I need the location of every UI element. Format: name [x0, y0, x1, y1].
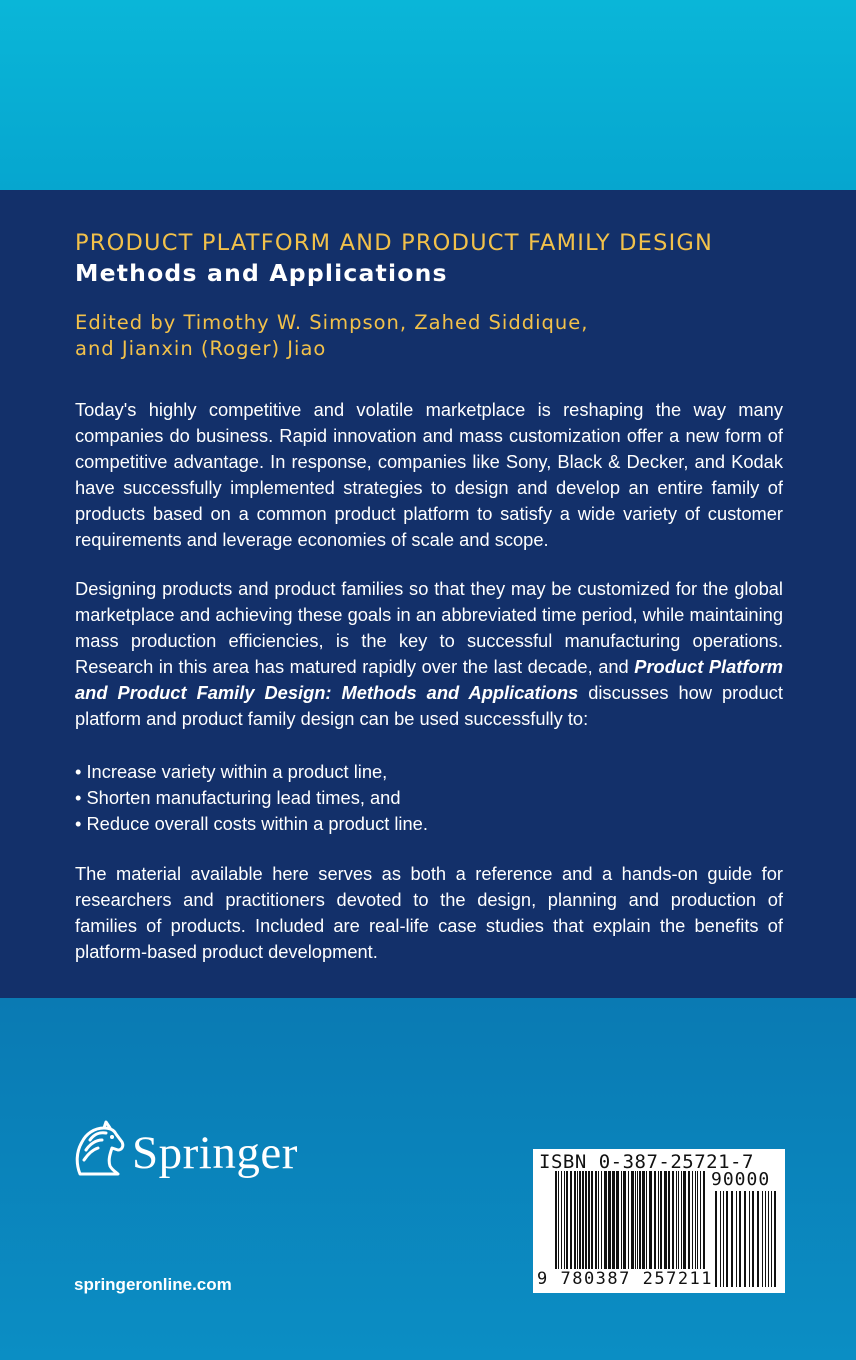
barcode-bar: [683, 1171, 686, 1271]
barcode-bar: [585, 1171, 587, 1271]
list-item: • Reduce overall costs within a product line.: [75, 813, 428, 834]
barcode-bar: [595, 1171, 597, 1271]
barcode-bar: [700, 1171, 701, 1271]
addon-bar: [762, 1191, 763, 1287]
description-paragraph-3: The material available here serves as both a reference and a hands-on guide for researchers and practitioners devoted to the design, planning and production of families of products. Included are real-life case studies that explain the benefits of platform-based product development.: [75, 863, 783, 962]
barcode-bar: [654, 1171, 656, 1271]
barcode-bar: [628, 1171, 629, 1271]
barcode-bar: [577, 1171, 578, 1271]
list-item: • Shorten manufacturing lead times, and: [75, 787, 401, 808]
addon-bar: [749, 1191, 750, 1287]
isbn-label: ISBN 0-387-25721-7: [539, 1151, 754, 1173]
barcode-bar: [646, 1171, 647, 1271]
barcode-bar: [621, 1171, 622, 1271]
barcode-bar: [692, 1171, 693, 1271]
addon-bar: [765, 1191, 766, 1287]
barcode-bar: [564, 1171, 565, 1271]
barcode-bar: [558, 1171, 559, 1271]
barcode-bar: [642, 1171, 645, 1271]
barcode-bar: [658, 1171, 659, 1271]
book-title-reference: Product Platform and Product Family Design: Methods and Applications: [75, 656, 783, 703]
barcode-bar: [681, 1171, 682, 1271]
barcode-bar: [555, 1171, 557, 1271]
addon-bar: [739, 1191, 741, 1287]
paragraph-2-end: discusses how product platform and product family design can be used successfully to:: [75, 682, 783, 729]
barcode-bar: [601, 1171, 602, 1271]
barcode-bar: [616, 1171, 619, 1271]
ean-digits: 9 780387 257211: [537, 1269, 714, 1289]
barcode-bar: [637, 1171, 638, 1271]
publisher-url: springeronline.com: [74, 1275, 232, 1294]
barcode-bar: [668, 1171, 670, 1271]
barcode-bar: [678, 1171, 679, 1271]
barcode-bar: [672, 1171, 674, 1271]
barcode-bar: [570, 1171, 572, 1271]
price-addon-code: 90000: [711, 1169, 771, 1190]
top-color-band: [0, 0, 856, 190]
barcode-bar: [588, 1171, 590, 1271]
paragraph-2-start: Designing products and product families so that they may be customized for the global marketplace and achieving these goals in an abbreviated time period, while maintaining mass production efficiencies, is the key to successful manufacturing operations. Research in this area has matured rapidly over the last decade, and: [75, 578, 783, 677]
addon-bar: [768, 1191, 769, 1287]
barcode-bar: [598, 1171, 599, 1271]
barcode-bar: [608, 1171, 611, 1271]
barcode-bar: [660, 1171, 662, 1271]
addon-bar: [731, 1191, 733, 1287]
addon-bar: [771, 1191, 772, 1287]
barcode-bar: [582, 1171, 584, 1271]
barcode-bar: [561, 1171, 562, 1271]
barcode-bar: [566, 1171, 568, 1271]
description-paragraph-2: [75, 576, 783, 732]
isbn-barcode: [533, 1149, 785, 1293]
editors-line-1: Edited by Timothy W. Simpson, Zahed Siddique,: [75, 311, 589, 334]
barcode-bar: [631, 1171, 634, 1271]
description-paragraph-1: Today's highly competitive and volatile marketplace is reshaping the way many companies do business. Rapid innovation and mass customization offer a new form of competitive advantage. In response, companies like Sony, Black & Decker, and Kodak have successfully implemented strategies to design and develop an entire family of products based on a common product platform to satisfy a wide variety of customer requirements and leverage economies of scale and scope.: [75, 399, 783, 550]
barcode-bar: [697, 1171, 698, 1271]
springer-logo: [70, 1120, 310, 1190]
benefits-list: [75, 759, 783, 837]
editors-line-2: and Jianxin (Roger) Jiao: [75, 337, 327, 360]
addon-bar: [744, 1191, 746, 1287]
list-item: • Increase variety within a product line,: [75, 761, 388, 782]
barcode-bar: [635, 1171, 636, 1271]
barcode-bar: [664, 1171, 667, 1271]
addon-bar: [715, 1191, 717, 1287]
addon-bar: [723, 1191, 724, 1287]
addon-bar: [720, 1191, 721, 1287]
editors: [75, 310, 795, 362]
barcode-bar: [649, 1171, 652, 1271]
addon-bar: [726, 1191, 728, 1287]
publisher-name: Springer: [132, 1127, 298, 1179]
barcode-bar: [612, 1171, 615, 1271]
barcode-bar: [688, 1171, 690, 1271]
book-title: PRODUCT PLATFORM AND PRODUCT FAMILY DESIGN: [75, 230, 714, 256]
springer-horse-icon: [70, 1120, 128, 1182]
addon-bar: [774, 1191, 776, 1287]
barcode-bar: [676, 1171, 677, 1271]
book-subtitle: Methods and Applications: [75, 259, 448, 287]
barcode-bar: [695, 1171, 696, 1271]
barcode-bar: [579, 1171, 581, 1271]
addon-bar: [736, 1191, 737, 1287]
barcode-bar: [591, 1171, 593, 1271]
barcode-bar: [703, 1171, 705, 1271]
barcode-bar: [639, 1171, 641, 1271]
addon-bar: [752, 1191, 754, 1287]
barcode-bar: [623, 1171, 626, 1271]
barcode-bar: [604, 1171, 607, 1271]
addon-bar: [757, 1191, 759, 1287]
barcode-bar: [574, 1171, 576, 1271]
